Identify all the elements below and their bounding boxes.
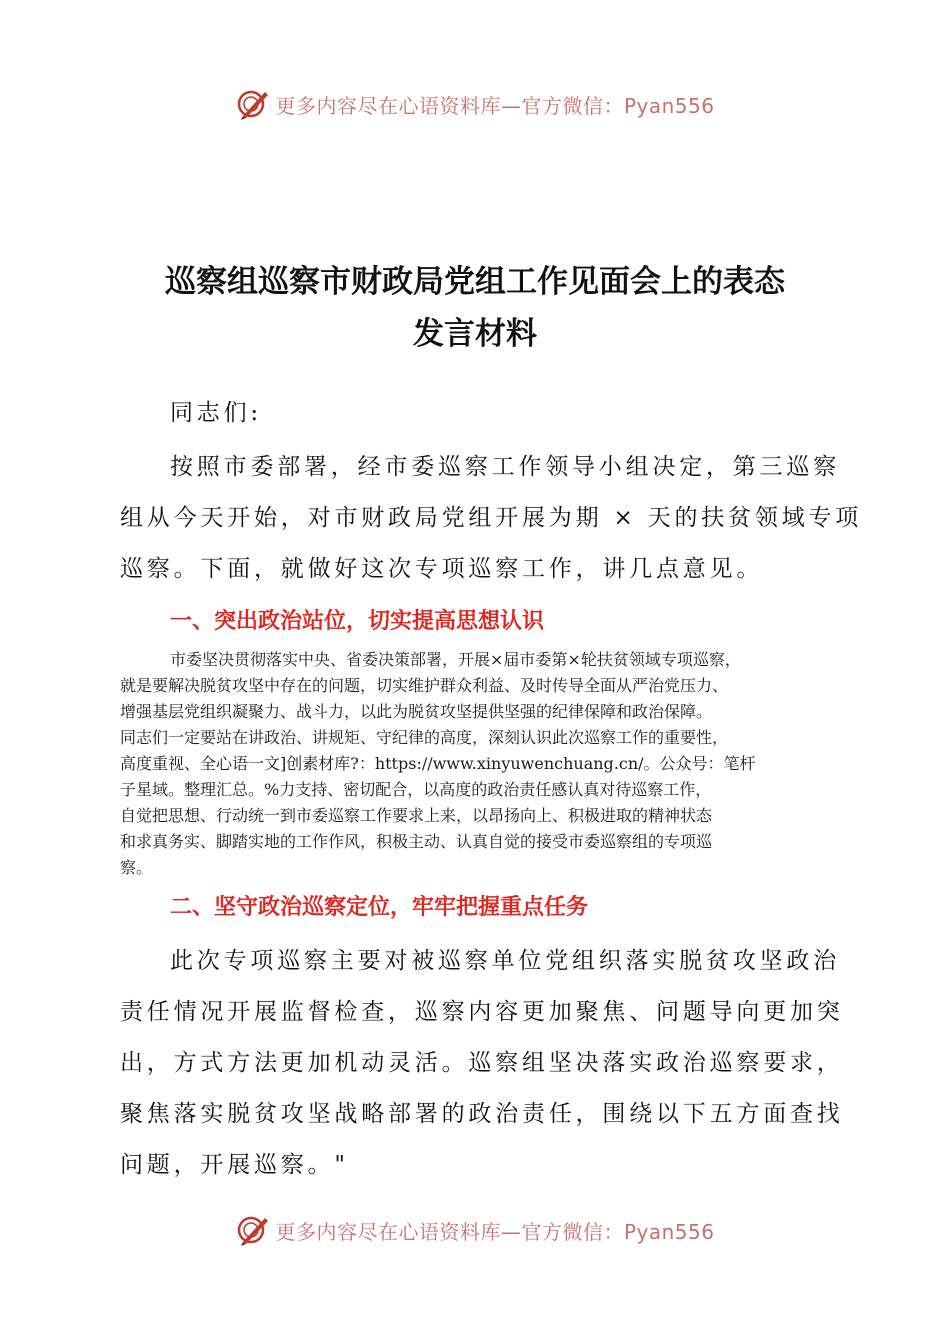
section1-line: 高度重视、全心语一文]创素材库?：https://www.xinyuwenchuang.cn/。公众号：笔杆 <box>120 754 756 773</box>
section2-line: 问题，开展巡察。" <box>120 1152 349 1178</box>
section1-line: 就是要解决脱贫攻坚中存在的问题，切实维护群众利益、及时传导全面从严治党压力、 <box>120 676 729 695</box>
section2-line: 责任情况开展监督检查，巡察内容更加聚焦、问题导向更加突 <box>120 999 844 1025</box>
section1-line: 增强基层党组织凝聚力、战斗力，以此为脱贫攻坚提供坚强的纪律保障和政治保障。 <box>120 702 713 721</box>
document-title-line-2: 发言材料 <box>413 316 537 352</box>
pen-logo-icon <box>235 1212 271 1248</box>
section1-line: 同志们一定要站在讲政治、讲规矩、守纪律的高度，深刻认识此次巡察工作的重要性， <box>120 728 729 747</box>
intro-line: 按照市委部署，经市委巡察工作领导小组决定，第三巡察 <box>170 454 840 480</box>
section2-line: 出，方式方法更加机动灵活。巡察组坚决落实政治巡察要求， <box>120 1050 844 1076</box>
banner-text: 更多内容尽在心语资料库—官方微信：Pyan556 <box>275 1219 715 1244</box>
pen-logo-icon <box>235 86 271 122</box>
section-heading-2: 二、坚守政治巡察定位，牢牢把握重点任务 <box>170 895 589 920</box>
banner-text: 更多内容尽在心语资料库—官方微信：Pyan556 <box>275 93 715 118</box>
section2-line: 聚焦落实脱贫攻坚战略部署的政治责任，围绕以下五方面查找 <box>120 1101 844 1127</box>
intro-line: 组从今天开始，对市财政局党组开展为期 × 天的扶贫领域专项 <box>120 505 863 531</box>
section-heading-1: 一、突出政治站位，切实提高思想认识 <box>170 609 545 634</box>
document-title-line-1: 巡察组巡察市财政局党组工作见面会上的表态 <box>165 264 785 300</box>
section1-line: 自觉把思想、行动统一到市委巡察工作要求上来，以昂扬向上、积极进取的精神状态 <box>120 806 713 825</box>
salutation: 同志们: <box>170 400 262 426</box>
header-banner <box>0 84 950 124</box>
intro-line: 巡察。下面，就做好这次专项巡察工作，讲几点意见。 <box>120 556 764 582</box>
footer-banner <box>0 1210 950 1250</box>
section1-line: 察。 <box>120 858 153 877</box>
section2-line: 此次专项巡察主要对被巡察单位党组织落实脱贫攻坚政治 <box>170 948 840 974</box>
section1-line: 子星域。整理汇总。%力支持、密切配合，以高度的政治责任感认真对待巡察工作， <box>120 780 712 799</box>
section1-line: 和求真务实、脚踏实地的工作作风，积极主动、认真自觉的接受市委巡察组的专项巡 <box>120 832 713 851</box>
section1-line: 市委坚决贯彻落实中央、省委决策部署，开展×届市委第×轮扶贫领域专项巡察， <box>170 650 741 669</box>
